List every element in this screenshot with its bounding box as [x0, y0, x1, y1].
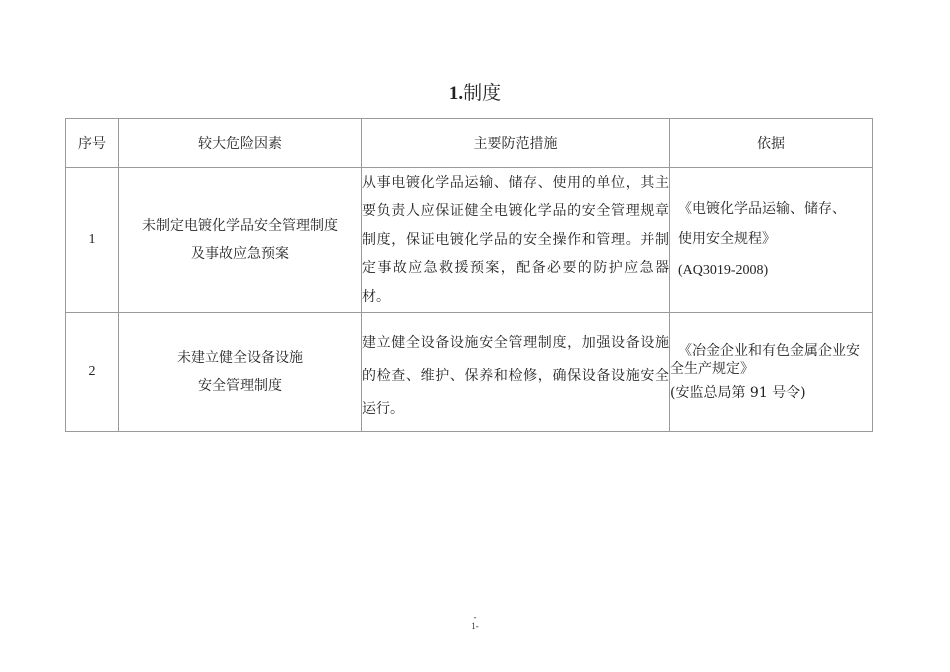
- risk-factor-line: 及事故应急预案: [191, 246, 289, 262]
- basis-cell: [670, 168, 873, 313]
- page-title: [0, 80, 950, 107]
- header-serial: 序号: [66, 119, 119, 168]
- risk-measures-table: [65, 118, 873, 432]
- title-number: 1.: [448, 83, 464, 104]
- header-basis: 依据: [670, 119, 873, 168]
- title-text: 制度: [463, 82, 502, 104]
- table-header-row: [66, 119, 873, 168]
- page-number: [0, 613, 950, 631]
- page-number-value: 1-: [471, 621, 479, 631]
- measure-cell: 建立健全设备设施安全管理制度，加强设备设施的检查、维护、保养和检修，确保设备设施安全运行。: [362, 313, 670, 432]
- measure-cell: 从事电镀化学品运输、储存、使用的单位，其主要负责人应保证健全电镀化学品的安全管理规章制度，保证电镀化学品的安全操作和管理。并制定事故应急救援预案，配备必要的防护应急器材。: [362, 168, 670, 313]
- row-number: 1: [66, 168, 119, 313]
- basis-line: 《电镀化学品运输、储存、: [678, 201, 846, 217]
- risk-factor-line: 未建立健全设备设施: [177, 350, 303, 366]
- risk-factor-cell: [119, 313, 362, 432]
- basis-cell: [670, 313, 873, 432]
- header-risk-factor: 较大危险因素: [119, 119, 362, 168]
- row-number: 2: [66, 313, 119, 432]
- header-measures: 主要防范措施: [362, 119, 670, 168]
- table-row: [66, 168, 873, 313]
- basis-line: (AQ3019-2008): [678, 263, 769, 278]
- risk-factor-line: 安全管理制度: [198, 378, 282, 394]
- risk-factor-line: 未制定电镀化学品安全管理制度: [142, 218, 338, 234]
- risk-factor-cell: [119, 168, 362, 313]
- basis-line: (安监总局第 91 号令): [670, 385, 806, 401]
- basis-line: 使用安全规程》: [678, 231, 776, 247]
- basis-line: 《冶金企业和有色金属企业安全生产规定》: [670, 343, 860, 377]
- page-number-dash: -: [473, 612, 477, 622]
- table-row: [66, 313, 873, 432]
